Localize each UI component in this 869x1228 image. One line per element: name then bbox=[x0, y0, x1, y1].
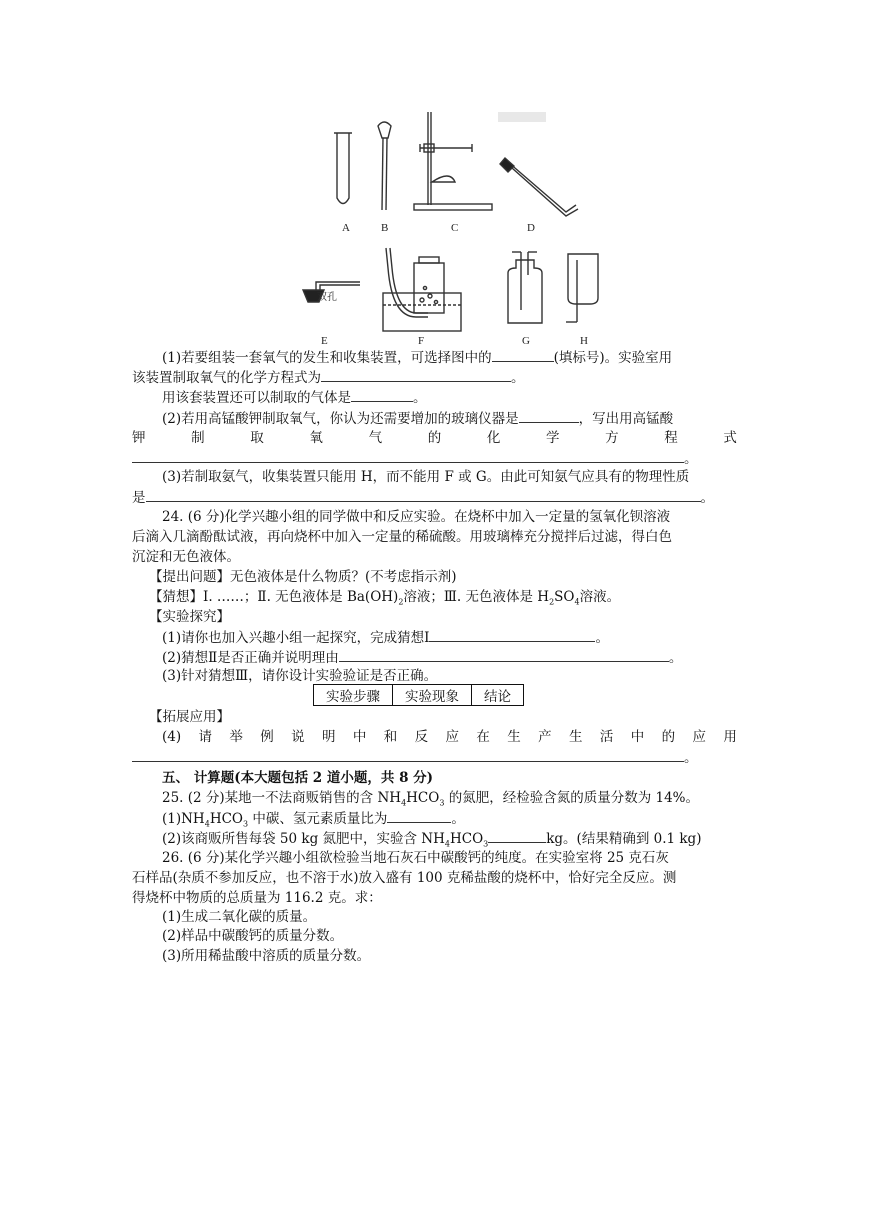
q24-line2: 后滴入几滴酚酞试液，再向烧杯中加入一定量的稀硫酸。用玻璃棒充分搅拌后过滤，得白色 bbox=[132, 529, 672, 545]
answer-blank[interactable] bbox=[429, 627, 595, 642]
q24-line3: 沉淀和无色液体。 bbox=[132, 549, 240, 565]
answer-blank[interactable] bbox=[321, 367, 511, 382]
q24-explore-3: (3)针对猜想Ⅲ，请你设计实验验证是否正确。 bbox=[162, 668, 438, 684]
q26-line1: 26. (6 分)某化学兴趣小组欲检验当地石灰石中碳酸钙的纯度。在实验室将 25 克石灰 bbox=[162, 850, 669, 866]
q24-question: 【提出问题】无色液体是什么物质？(不考虑指示剂) bbox=[149, 569, 457, 585]
apparatus-figure bbox=[0, 0, 869, 345]
answer-blank[interactable] bbox=[492, 347, 554, 362]
q26-part2: (2)样品中碳酸钙的质量分数。 bbox=[162, 928, 344, 944]
answer-blank[interactable] bbox=[351, 387, 413, 402]
answer-blank[interactable] bbox=[132, 448, 684, 463]
delivery-tube-d bbox=[500, 158, 578, 216]
collection-bottle-g bbox=[508, 252, 542, 323]
experiment-table bbox=[313, 684, 524, 706]
label-h: H bbox=[580, 335, 588, 347]
q23-part3-line1: (3)若制取氨气，收集装置只能用 H，而不能用 F 或 G。由此可知氨气应具有的物理性质 bbox=[162, 469, 690, 485]
q25-part2: (2)该商贩所售每袋 50 kg 氮肥中，实验含 $NH_4HCO_3$ kg。(结果精确到 0.1 kg) bbox=[132, 828, 767, 855]
q23-part1-line3: 用该套装置还可以制取的气体是 。 bbox=[132, 387, 767, 408]
q26-part3: (3)所用稀盐酸中溶质的质量分数。 bbox=[162, 948, 371, 964]
q24-explore-heading: 【实验探究】 bbox=[149, 609, 230, 625]
label-d: D bbox=[527, 222, 535, 234]
label-f: F bbox=[418, 335, 425, 347]
q24-line1: 24. (6 分)化学兴趣小组的同学做中和反应实验。在烧杯中加入一定量的氢氧化钡溶液 bbox=[162, 509, 671, 525]
q24-guess: 【猜想】Ⅰ. ……；Ⅱ. 无色液体是 $Ba(OH)_2$溶液；Ⅲ. 无色液体是 $H_2SO_4$溶液。 bbox=[149, 589, 621, 607]
water-trough-f bbox=[383, 248, 461, 331]
q25-intro: 25. (2 分)某地一不法商贩销售的含 $NH_4HCO_3$ 的氮肥，经检验含氮的质量分数为 14%。 bbox=[162, 790, 700, 808]
label-a: A bbox=[342, 222, 350, 234]
answer-blank[interactable] bbox=[488, 828, 546, 843]
stopper-text: 双孔 bbox=[317, 292, 337, 303]
q24-explore-1: (1)请你也加入兴趣小组一起探究，完成猜想Ⅰ 。 bbox=[132, 627, 767, 648]
answer-blank[interactable] bbox=[519, 408, 579, 423]
table-header-phenomena: 实验现象 bbox=[393, 685, 472, 706]
q26-part1: (1)生成二氧化碳的质量。 bbox=[162, 909, 317, 925]
answer-blank[interactable] bbox=[387, 808, 451, 823]
q23-part2-line3: 。 bbox=[132, 448, 737, 469]
q23-part1-line2: 该装置制取氧气的化学方程式为 。 bbox=[132, 367, 737, 388]
q23-part2-line2: 钾 制 取 氧 气 的 化 学 方 程 式 bbox=[132, 430, 737, 446]
q24-extend-blank-line: 。 bbox=[132, 747, 737, 768]
label-e: E bbox=[321, 335, 328, 347]
q23-part2-line1: (2)若用高锰酸钾制取氧气，你认为还需要增加的玻璃仪器是 ，写出用高锰酸 bbox=[132, 408, 767, 429]
q24-explore-2: (2)猜想Ⅱ是否正确并说明理由 。 bbox=[132, 647, 767, 668]
funnel-b bbox=[378, 122, 391, 210]
iron-stand-c bbox=[414, 112, 492, 210]
q24-extend-4: (4) 请 举 例 说 明 中 和 反 应 在 生 产 生 活 中 的 应 用 bbox=[162, 729, 737, 745]
section5-title: 五、 计算题(本大题包括 2 道小题，共 8 分) bbox=[162, 770, 434, 786]
q26-line3: 得烧杯中物质的总质量为 116.2 克。求： bbox=[132, 890, 382, 906]
answer-blank[interactable] bbox=[132, 747, 684, 762]
label-c: C bbox=[451, 222, 459, 234]
table-header-conclusion: 结论 bbox=[472, 685, 524, 706]
test-tube-a bbox=[334, 133, 352, 204]
label-g: G bbox=[522, 335, 530, 347]
inverted-bottle-h bbox=[566, 254, 598, 322]
q24-extend-heading: 【拓展应用】 bbox=[149, 709, 230, 725]
q23-part3-line2: 是 。 bbox=[132, 487, 737, 508]
table-header-steps: 实验步骤 bbox=[314, 685, 393, 706]
q25-part1: $(1)NH_4HCO_3$ 中碳、氢元素质量比为 。 bbox=[132, 808, 767, 835]
answer-blank[interactable] bbox=[339, 647, 669, 662]
label-b: B bbox=[381, 222, 389, 234]
answer-blank[interactable] bbox=[146, 487, 701, 502]
q26-line2: 石样品(杂质不参加反应，也不溶于水)放入盛有 100 克稀盐酸的烧杯中，恰好完全反应。测 bbox=[132, 870, 677, 886]
q23-part1-line1: (1)若要组装一套氧气的发生和收集装置，可选择图中的 (填标号)。实验室用 bbox=[132, 347, 767, 368]
